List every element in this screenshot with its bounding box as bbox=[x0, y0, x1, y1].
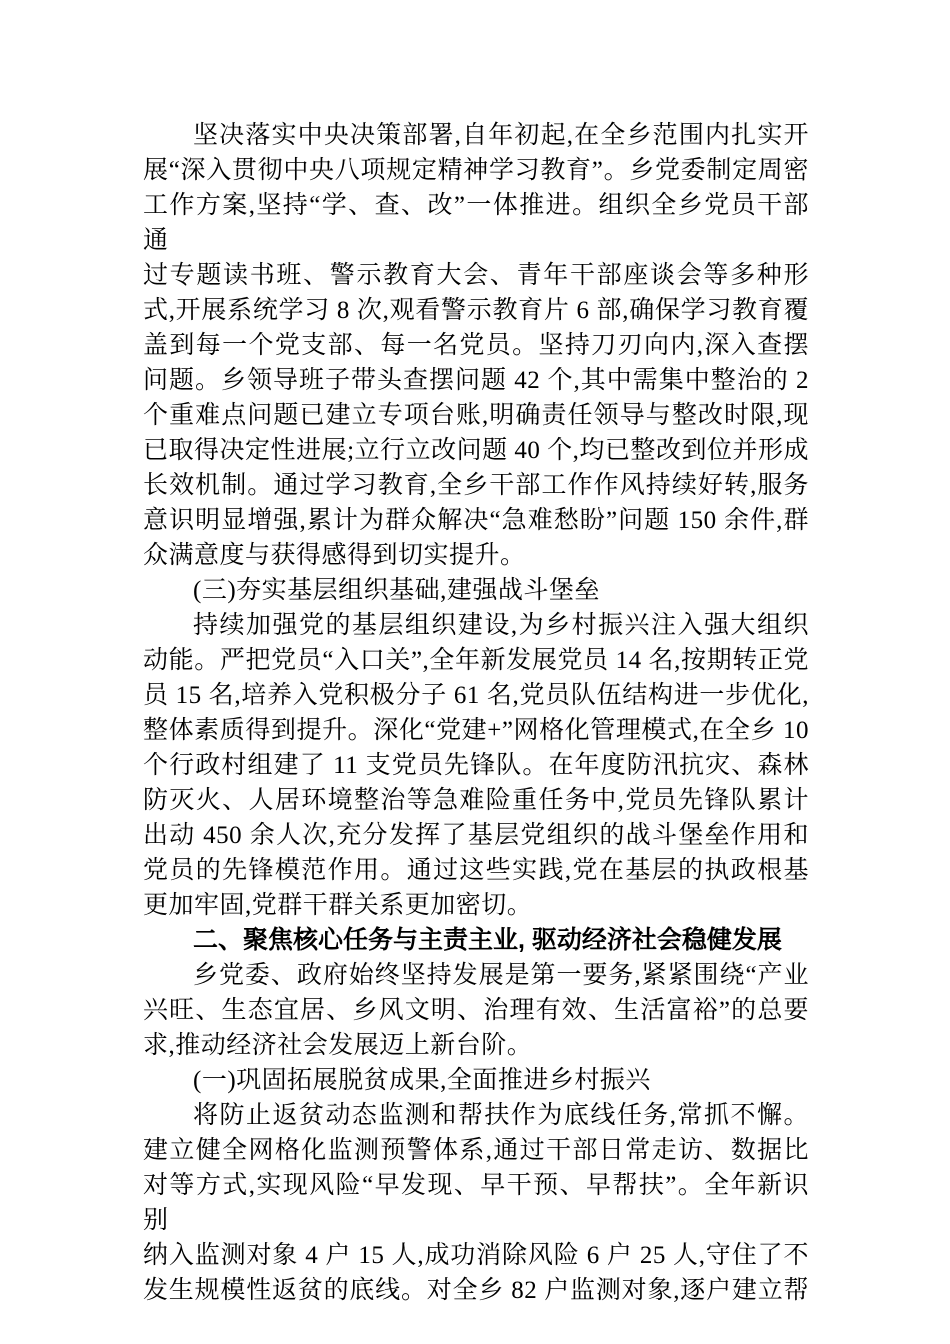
body-line: 已取得决定性进展;立行立改问题 40 个,均已整改到位并形成 bbox=[143, 437, 809, 464]
body-line: 式,开展系统学习 8 次,观看警示教育片 6 部,确保学习教育覆 bbox=[143, 297, 809, 324]
body-line: 坚决落实中央决策部署,自年初起,在全乡范围内扎实开 bbox=[193, 122, 809, 149]
body-line: 纳入监测对象 4 户 15 人,成功消除风险 6 户 25 人,守住了不 bbox=[143, 1242, 809, 1269]
body-line: 乡党委、政府始终坚持发展是第一要务,紧紧围绕“产业 bbox=[193, 962, 809, 989]
document-text-block bbox=[143, 118, 809, 1308]
body-line: 防灭火、人居环境整治等急难险重任务中,党员先锋队累计 bbox=[143, 787, 809, 814]
body-line: 求,推动经济社会发展迈上新台阶。 bbox=[143, 1032, 533, 1059]
body-line: 长效机制。通过学习教育,全乡干部工作作风持续好转,服务 bbox=[143, 472, 809, 499]
body-line: 持续加强党的基层组织建设,为乡村振兴注入强大组织 bbox=[193, 612, 809, 639]
body-line: 将防止返贫动态监测和帮扶作为底线任务,常抓不懈。 bbox=[193, 1102, 809, 1129]
body-line: 对等方式,实现风险“早发现、早干预、早帮扶”。全年新识别 bbox=[143, 1172, 809, 1234]
body-line: 建立健全网格化监测预警体系,通过干部日常走访、数据比 bbox=[143, 1137, 809, 1164]
body-line: 个重难点问题已建立专项台账,明确责任领导与整改时限,现 bbox=[143, 402, 809, 429]
body-line: 整体素质得到提升。深化“党建+”网格化管理模式,在全乡 10 bbox=[143, 717, 809, 744]
body-line: 员 15 名,培养入党积极分子 61 名,党员队伍结构进一步优化, bbox=[143, 682, 809, 709]
body-line: 发生规模性返贫的底线。对全乡 82 户监测对象,逐户建立帮 bbox=[143, 1277, 809, 1304]
body-line: 意识明显增强,累计为群众解决“急难愁盼”问题 150 余件,群 bbox=[143, 507, 809, 534]
section-heading-2: 二、聚焦核心任务与主责主业, 驱动经济社会稳健发展 bbox=[193, 926, 782, 954]
body-line: 更加牢固,党群干群关系更加密切。 bbox=[143, 892, 533, 919]
subsection-heading-1: (一)巩固拓展脱贫成果,全面推进乡村振兴 bbox=[193, 1067, 651, 1094]
body-line: 问题。乡领导班子带头查摆问题 42 个,其中需集中整治的 2 bbox=[143, 367, 809, 394]
body-line: 工作方案,坚持“学、查、改”一体推进。组织全乡党员干部通 bbox=[143, 192, 809, 254]
body-line: 党员的先锋模范作用。通过这些实践,党在基层的执政根基 bbox=[143, 857, 809, 884]
body-line: 众满意度与获得感得到切实提升。 bbox=[143, 542, 526, 569]
body-line: 盖到每一个党支部、每一名党员。坚持刀刃向内,深入查摆 bbox=[143, 332, 809, 359]
body-line: 过专题读书班、警示教育大会、青年干部座谈会等多种形 bbox=[143, 262, 809, 289]
body-line: 展“深入贯彻中央八项规定精神学习教育”。乡党委制定周密 bbox=[143, 157, 809, 184]
body-line: 动能。严把党员“入口关”,全年新发展党员 14 名,按期转正党 bbox=[143, 647, 809, 674]
body-line: 兴旺、生态宜居、乡风文明、治理有效、生活富裕”的总要 bbox=[143, 997, 809, 1024]
subsection-heading-3: (三)夯实基层组织基础,建强战斗堡垒 bbox=[193, 577, 600, 604]
body-line: 出动 450 余人次,充分发挥了基层党组织的战斗堡垒作用和 bbox=[143, 822, 809, 849]
body-line: 个行政村组建了 11 支党员先锋队。在年度防汛抗灾、森林 bbox=[143, 752, 809, 779]
